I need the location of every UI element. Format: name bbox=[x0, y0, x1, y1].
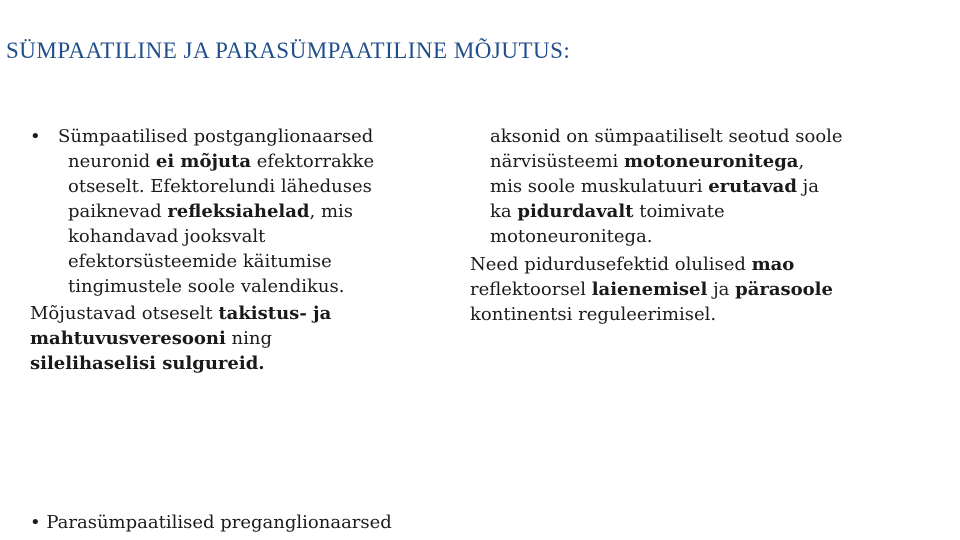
emphasis-text: pärasoole bbox=[735, 279, 833, 300]
text-line bbox=[58, 249, 470, 274]
text-span: Mõjustavad otseselt bbox=[30, 303, 219, 324]
text-line bbox=[58, 174, 470, 199]
emphasis-text: takistus- ja bbox=[218, 303, 332, 324]
text-span: toimivate bbox=[633, 201, 725, 222]
bullet-icon: • bbox=[30, 512, 41, 533]
text-span: efektorrakke bbox=[251, 151, 375, 172]
text-span: kohandavad jooksvalt bbox=[68, 226, 266, 247]
bullet-icon: • bbox=[30, 126, 41, 147]
text-line bbox=[58, 274, 470, 299]
text-span: aksonid on sümpaatiliselt seotud soole bbox=[490, 126, 843, 147]
emphasis-text: motoneuronitega bbox=[624, 151, 799, 172]
text-line bbox=[470, 277, 940, 302]
paragraph-axons bbox=[470, 124, 940, 249]
text-span: Sümpaatilised postganglionaarsed bbox=[58, 126, 374, 147]
text-span: mis soole muskulatuuri bbox=[490, 176, 709, 197]
bullet-item-parasympathetic bbox=[30, 510, 392, 535]
emphasis-text: mao bbox=[751, 254, 795, 275]
text-line bbox=[490, 174, 940, 199]
text-line bbox=[470, 302, 940, 327]
text-line bbox=[490, 224, 940, 249]
text-span: , mis bbox=[309, 201, 354, 222]
text-line bbox=[30, 351, 470, 376]
text-span: efektorsüsteemide käitumise bbox=[68, 251, 332, 272]
text-span: ja bbox=[796, 176, 819, 197]
text-line bbox=[490, 124, 940, 149]
text-span: Need pidurdusefektid olulised bbox=[470, 254, 752, 275]
emphasis-text: laienemisel bbox=[591, 279, 708, 300]
text-line bbox=[470, 252, 940, 277]
text-line bbox=[58, 199, 470, 224]
text-line bbox=[490, 199, 940, 224]
text-span: Parasümpaatilised preganglionaarsed bbox=[46, 512, 392, 533]
emphasis-text: ei mõjuta bbox=[155, 151, 252, 172]
emphasis-text: silelihaselisi sulgureid. bbox=[30, 353, 265, 374]
text-span: kontinentsi reguleerimisel. bbox=[470, 304, 717, 325]
text-span: otseselt. Efektorelundi läheduses bbox=[68, 176, 372, 197]
text-line bbox=[58, 149, 470, 174]
emphasis-text: erutavad bbox=[708, 176, 797, 197]
slide-title: SÜMPAATILINE JA PARASÜMPAATILINE MÕJUTUS: bbox=[6, 38, 571, 63]
text-line bbox=[490, 149, 940, 174]
text-span: neuronid bbox=[68, 151, 156, 172]
left-column bbox=[30, 124, 470, 376]
text-span: ka bbox=[490, 201, 518, 222]
text-line bbox=[30, 326, 470, 351]
text-span: reflektoorsel bbox=[470, 279, 592, 300]
text-line bbox=[58, 124, 470, 149]
text-span: ja bbox=[707, 279, 736, 300]
text-line bbox=[58, 224, 470, 249]
emphasis-text: mahtuvusveresooni bbox=[30, 328, 226, 349]
text-span: ning bbox=[225, 328, 272, 349]
bullet-item-sympathetic bbox=[30, 124, 470, 299]
text-span: tingimustele soole valendikus. bbox=[68, 276, 345, 297]
text-span: paiknevad bbox=[68, 201, 168, 222]
text-span: , bbox=[798, 151, 805, 172]
text-span: närvisüsteemi bbox=[490, 151, 625, 172]
text-line bbox=[30, 301, 470, 326]
right-column bbox=[470, 124, 940, 327]
paragraph-inhibitory-effects bbox=[470, 252, 940, 327]
text-span: motoneuronitega. bbox=[490, 226, 653, 247]
emphasis-text: pidurdavalt bbox=[517, 201, 634, 222]
emphasis-text: refleksiahelad bbox=[167, 201, 310, 222]
paragraph-direct-effects bbox=[30, 301, 470, 376]
